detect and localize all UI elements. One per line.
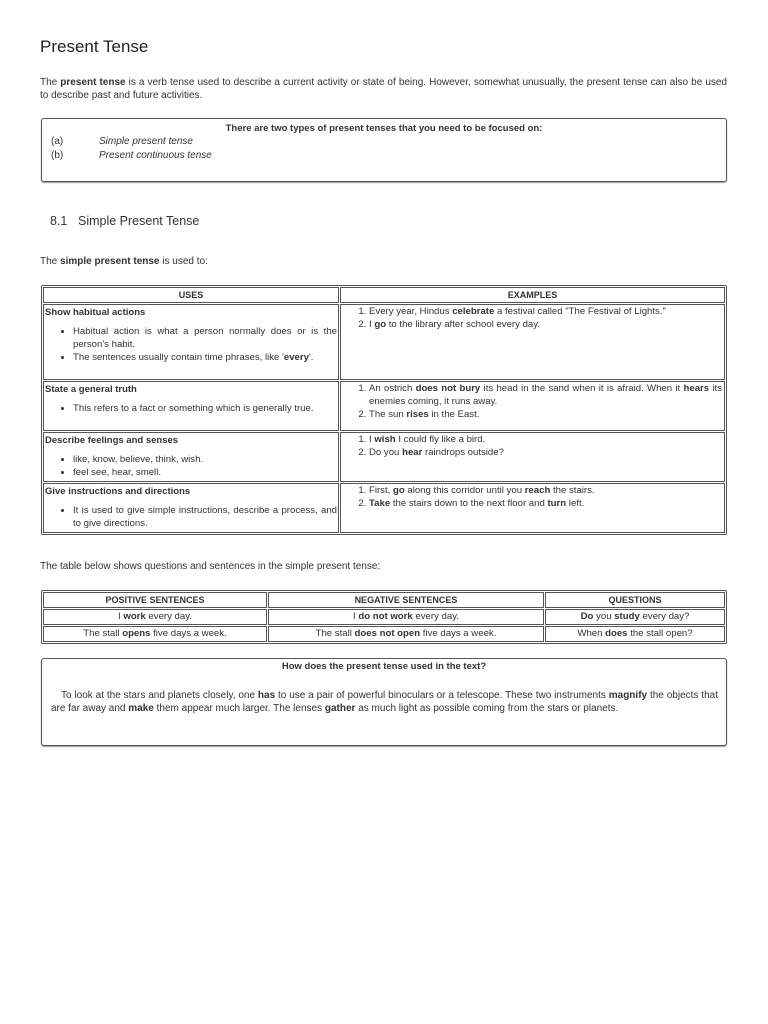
examples-cell bbox=[340, 304, 725, 380]
example-item: 1. First, go along this corridor until you reach the stairs. bbox=[369, 484, 724, 497]
use-bullets bbox=[45, 453, 337, 479]
questions-column-header: QUESTIONS bbox=[545, 592, 725, 608]
emphasized-text: simple present tense bbox=[60, 256, 160, 267]
question-cell: Do you study every day? bbox=[545, 609, 725, 625]
sentences-lead-text: The table below shows questions and sentences in the simple present tense: bbox=[40, 561, 381, 572]
use-title: Describe feelings and senses bbox=[45, 435, 179, 446]
section-number: 8.1 bbox=[50, 214, 68, 228]
emphasized-text: turn bbox=[547, 498, 567, 509]
emphasized-text: every bbox=[283, 352, 309, 363]
page-title: Present Tense bbox=[40, 37, 149, 56]
table-row bbox=[43, 304, 725, 380]
use-bullets bbox=[45, 402, 337, 415]
use-cell bbox=[43, 304, 339, 380]
example-item: 2. Take the stairs down to the next floor and turn left. bbox=[369, 497, 724, 510]
tense-types-box bbox=[41, 118, 727, 182]
example-item: 2. Do you hear raindrops outside? bbox=[369, 446, 724, 459]
emphasized-text: does not bury bbox=[415, 383, 481, 394]
text-example-passage: To look at the stars and planets closely, one has to use a pair of powerful binoculars or a telescope. These two instruments magnify the objects that are far away and make them appear much larger. The lenses gather as much light as possible coming from the stars or planets. bbox=[51, 690, 718, 714]
section-heading bbox=[50, 214, 199, 228]
emphasized-text: do not work bbox=[358, 611, 413, 622]
uses-column-header: USES bbox=[43, 287, 339, 303]
text-example-box bbox=[41, 658, 727, 746]
use-bullet: • Habitual action is what a person normally does or is the person's habit. bbox=[73, 325, 337, 351]
tense-type-term: Simple present tense bbox=[99, 136, 193, 147]
emphasized-text: make bbox=[128, 703, 154, 714]
table-row bbox=[43, 626, 725, 642]
use-cell bbox=[43, 432, 339, 482]
use-title: State a general truth bbox=[45, 384, 137, 395]
table-row bbox=[43, 609, 725, 625]
negative-sentence-cell: The stall does not open five days a week. bbox=[268, 626, 544, 642]
use-bullet: • like, know, believe, think, wish. bbox=[73, 453, 337, 466]
example-item: 1. Every year, Hindus celebrate a festival called "The Festival of Lights." bbox=[369, 305, 724, 318]
emphasized-text: rises bbox=[406, 409, 429, 420]
use-cell bbox=[43, 381, 339, 431]
negative-sentence-cell: I do not work every day. bbox=[268, 609, 544, 625]
emphasized-text: wish bbox=[374, 434, 396, 445]
emphasized-text: Take bbox=[369, 498, 391, 509]
example-list bbox=[341, 382, 724, 421]
use-bullet: • It is used to give simple instructions, describe a process, and to give directions. bbox=[73, 504, 337, 530]
emphasized-text: celebrate bbox=[452, 306, 495, 317]
positive-sentence-cell: I work every day. bbox=[43, 609, 267, 625]
uses-table bbox=[41, 285, 727, 535]
text-example-heading: How does the present tense used in the text? bbox=[281, 661, 487, 672]
emphasized-text: magnify bbox=[608, 690, 648, 701]
example-list bbox=[341, 433, 724, 459]
use-cell bbox=[43, 483, 339, 533]
tense-type-letter: (b) bbox=[51, 150, 64, 161]
example-item: 1. I wish I could fly like a bird. bbox=[369, 433, 724, 446]
examples-column-header: EXAMPLES bbox=[340, 287, 725, 303]
sentences-table bbox=[41, 590, 727, 644]
example-list bbox=[341, 305, 724, 331]
use-title: Show habitual actions bbox=[45, 307, 146, 318]
use-bullets bbox=[45, 325, 337, 364]
examples-cell bbox=[340, 483, 725, 533]
emphasized-text: go bbox=[392, 485, 405, 496]
table-row bbox=[43, 483, 725, 533]
table-row bbox=[43, 381, 725, 431]
tense-type-item bbox=[51, 135, 193, 148]
tense-type-term: Present continuous tense bbox=[99, 150, 212, 161]
uses-lead-text: The simple present tense is used to: bbox=[40, 256, 208, 267]
sentences-header-row bbox=[43, 592, 725, 608]
tense-type-letter: (a) bbox=[51, 136, 64, 147]
emphasized-text: gather bbox=[324, 703, 356, 714]
tense-types-heading: There are two types of present tenses that you need to be focused on: bbox=[225, 123, 543, 134]
emphasized-text: reach bbox=[524, 485, 551, 496]
use-title: Give instructions and directions bbox=[45, 486, 191, 497]
use-bullets bbox=[45, 504, 337, 530]
example-item: 1. An ostrich does not bury its head in the sand when it is afraid. When it hears its enemies coming, it runs away. bbox=[369, 382, 724, 408]
emphasized-text: opens bbox=[122, 628, 151, 639]
examples-cell bbox=[340, 432, 725, 482]
example-list bbox=[341, 484, 724, 510]
emphasized-text: Do bbox=[580, 611, 594, 622]
emphasized-text: has bbox=[257, 690, 276, 701]
uses-header-row bbox=[43, 287, 725, 303]
question-cell: When does the stall open? bbox=[545, 626, 725, 642]
table-row bbox=[43, 432, 725, 482]
emphasized-text: work bbox=[123, 611, 146, 622]
positive-sentence-cell: The stall opens five days a week. bbox=[43, 626, 267, 642]
example-item: 2. The sun rises in the East. bbox=[369, 408, 724, 421]
positive-column-header: POSITIVE SENTENCES bbox=[43, 592, 267, 608]
emphasized-text: present tense bbox=[60, 77, 126, 88]
negative-column-header: NEGATIVE SENTENCES bbox=[268, 592, 544, 608]
section-title: Simple Present Tense bbox=[78, 214, 200, 228]
emphasized-text: go bbox=[374, 319, 387, 330]
tense-type-item bbox=[51, 149, 212, 162]
emphasized-text: does not open bbox=[354, 628, 421, 639]
emphasized-text: does bbox=[605, 628, 628, 639]
emphasized-text: study bbox=[614, 611, 640, 622]
use-bullet: • This refers to a fact or something which is generally true. bbox=[73, 402, 337, 415]
emphasized-text: hear bbox=[402, 447, 423, 458]
intro-paragraph: The present tense is a verb tense used to describe a current activity or state of being. However, somewhat unusually, the present tense can also be used to describe past and future activities. bbox=[40, 77, 727, 101]
use-bullet: • feel see, hear, smell. bbox=[73, 466, 337, 479]
examples-cell bbox=[340, 381, 725, 431]
use-bullet: • The sentences usually contain time phrases, like 'every'. bbox=[73, 351, 337, 364]
emphasized-text: hears bbox=[683, 383, 710, 394]
example-item: 2. I go to the library after school every day. bbox=[369, 318, 724, 331]
